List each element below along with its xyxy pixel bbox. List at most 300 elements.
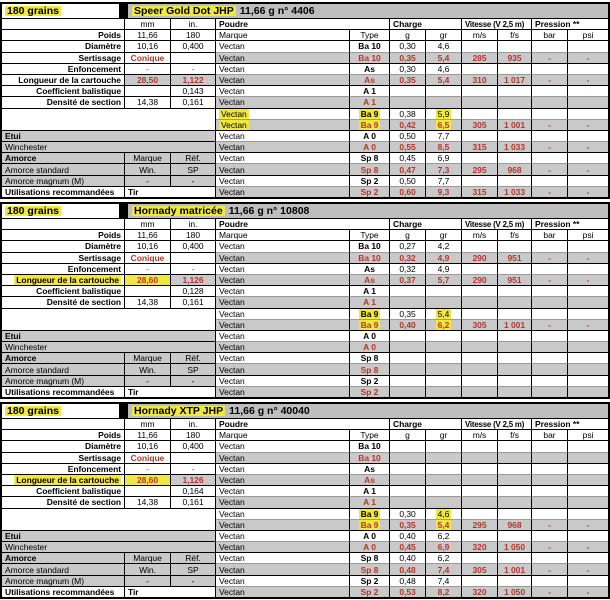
powder-row-min [2,463,608,474]
velocity-ms [462,130,498,141]
col-header-marque: Marque [216,429,350,440]
utilisation-value: Tir [125,386,216,397]
spec-longueur-mm: 28,60 [125,274,171,285]
velocity-fs [498,386,532,397]
spec-longueur-in: 1,126 [171,474,216,485]
col-header-fs: f/s [498,29,532,40]
charge-g [390,440,426,451]
charge-gr: 7,4 [426,563,462,574]
charge-g [390,474,426,485]
pressure-psi: - [568,319,608,330]
charge-gr: 6,2 [426,552,462,563]
charge-g [390,341,426,352]
velocity-ms [462,485,498,496]
col-header-gr: gr [426,229,462,240]
velocity-ms [462,386,498,397]
velocity-fs: 1 050 [498,586,532,597]
grains-badge: 180 grains [7,5,59,17]
pressure-bar: - [532,252,568,263]
charge-g: 0,40 [390,530,426,541]
charge-gr-highlight: 4,6 [437,508,450,519]
powder-type: A 0 [350,530,390,541]
spec-label-enfoncement: Enfoncement [2,63,125,74]
velocity-fs: 1 001 [498,119,532,130]
powder-row-min [2,352,608,363]
powder-row-max [2,163,608,174]
col-header-type: Type [350,429,390,440]
powder-marque: Vectan [216,352,350,363]
charge-g [390,375,426,386]
powder-marque: Vectan [216,74,350,85]
pressure-bar: - [532,563,568,574]
velocity-fs [498,352,532,363]
velocity-ms [462,296,498,307]
amorce-ref-header: Réf. [171,352,216,363]
charge-g: 0,27 [390,240,426,251]
velocity-ms: 290 [462,274,498,285]
powder-row-min [2,552,608,563]
spec-densite-mm: 14,38 [125,496,171,507]
pressure-bar: - [532,52,568,63]
header-row-units [2,18,608,29]
velocity-fs [498,130,532,141]
velocity-fs [498,175,532,186]
utilisations-label: Utilisations recommandées [2,186,125,197]
velocity-fs [498,96,532,107]
charge-gr: 6,9 [426,152,462,163]
charge-gr [426,96,462,107]
col-header-bar: bar [532,29,568,40]
col-header-ms: m/s [462,429,498,440]
charge-g: 0,30 [390,63,426,74]
velocity-fs [498,330,532,341]
velocity-ms [462,452,498,463]
col-header-mm: mm [125,218,171,229]
powder-marque: Vectan [216,485,350,496]
charge-gr-highlight: 5,4 [437,308,450,319]
powder-row-min [2,308,608,319]
powder-type-highlight: Ba 9 [360,319,379,330]
spec-poids-mm: 11,66 [125,229,171,240]
charge-gr [426,319,462,330]
pressure-bar: - [532,586,568,597]
amorce-magnum-marque: - [125,175,171,186]
charge-g: 0,60 [390,186,426,197]
charge-gr-highlight: 5,4 [437,519,450,530]
velocity-ms: 305 [462,119,498,130]
powder-marque: Vectan [216,319,350,330]
powder-type: As [350,63,390,74]
left-blank [2,119,216,130]
left-blank [2,108,216,119]
pressure-psi [568,108,608,119]
powder-marque [216,119,350,130]
powder-type: Sp 2 [350,186,390,197]
title-suffix: 11,66 g n° 10808 [228,205,310,217]
charge-gr: 7,7 [426,175,462,186]
spec-label-densite: Densité de section [2,296,125,307]
powder-marque: Vectan [216,386,350,397]
velocity-fs [498,240,532,251]
velocity-ms: 315 [462,186,498,197]
powder-row-max [2,274,608,285]
pressure-psi [568,440,608,451]
amorce-magnum-ref: - [171,375,216,386]
spec-poids-in: 180 [171,429,216,440]
etui-header: Etui [2,130,216,141]
powder-marque: Vectan [216,530,350,541]
pressure-psi [568,240,608,251]
charge-gr: 4,2 [426,240,462,251]
col-header-mm: mm [125,18,171,29]
col-header-in: in. [171,218,216,229]
pressure-psi [568,386,608,397]
charge-g [390,386,426,397]
table-title-bar [2,4,608,18]
spec-label-diametre: Diamètre [2,440,125,451]
charge-gr: 8,2 [426,586,462,597]
pressure-psi [568,352,608,363]
charge-g: 0,35 [390,519,426,530]
powder-row-min [2,240,608,251]
pressure-psi: - [568,141,608,152]
powder-row-min [2,263,608,274]
charge-g: 0,35 [390,74,426,85]
velocity-fs [498,474,532,485]
powder-type: Sp 2 [350,175,390,186]
charge-g [390,485,426,496]
charge-g [390,96,426,107]
pressure-bar [532,530,568,541]
powder-type-highlight: Ba 9 [360,519,379,530]
pressure-psi [568,296,608,307]
powder-marque [216,108,350,119]
pressure-psi [568,575,608,586]
pressure-psi [568,375,608,386]
spec-longueur-in: 1,126 [171,274,216,285]
amorce-standard-ref: SP [171,363,216,374]
etui-value: Winchester [2,141,216,152]
velocity-fs [498,530,532,541]
pressure-psi: - [568,186,608,197]
velocity-ms: 320 [462,541,498,552]
pressure-psi [568,152,608,163]
col-header-pression: Pression ** [532,218,608,229]
pressure-psi [568,130,608,141]
velocity-ms [462,474,498,485]
charge-g: 0,47 [390,163,426,174]
pressure-psi [568,508,608,519]
spec-enfoncement-in: - [171,263,216,274]
charge-g [390,296,426,307]
powder-marque: Vectan [216,274,350,285]
velocity-fs [498,341,532,352]
col-header-psi: psi [568,429,608,440]
pressure-bar [532,508,568,519]
velocity-ms: 315 [462,141,498,152]
pressure-bar [532,440,568,451]
spec-poids-in: 180 [171,29,216,40]
velocity-fs [498,440,532,451]
charge-gr: 5,7 [426,274,462,285]
powder-marque: Vectan [216,341,350,352]
pressure-bar [532,341,568,352]
charge-gr: 8,5 [426,141,462,152]
charge-g [390,352,426,363]
velocity-fs: 951 [498,274,532,285]
charge-g: 0,32 [390,252,426,263]
powder-row-min [2,40,608,51]
charge-gr [426,485,462,496]
pressure-bar [532,575,568,586]
col-header-psi: psi [568,29,608,40]
header-row-units [2,418,608,429]
velocity-ms [462,96,498,107]
col-header-type: Type [350,29,390,40]
pressure-bar [532,96,568,107]
powder-type [350,519,390,530]
charge-gr [426,508,462,519]
velocity-fs [498,575,532,586]
charge-gr [426,352,462,363]
pressure-psi [568,63,608,74]
charge-g: 0,42 [390,119,426,130]
powder-marque: Vectan [216,63,350,74]
velocity-fs [498,85,532,96]
pressure-psi [568,175,608,186]
col-header-ms: m/s [462,29,498,40]
bullet-title [128,4,608,18]
velocity-fs [498,552,532,563]
velocity-ms [462,308,498,319]
powder-type: As [350,474,390,485]
col-header-marque: Marque [216,229,350,240]
powder-row-min [2,508,608,519]
powder-marque: Vectan [216,285,350,296]
amorce-standard-ref: SP [171,163,216,174]
load-table [0,402,610,599]
spec-enfoncement-in: - [171,463,216,474]
charge-g: 0,40 [390,552,426,563]
col-header-marque: Marque [216,29,350,40]
velocity-ms [462,363,498,374]
pressure-psi: - [568,52,608,63]
pressure-bar: - [532,186,568,197]
header-row-units [2,218,608,229]
spec-coefficient-mm [125,285,171,296]
left-blank [2,519,216,530]
spec-label-densite: Densité de section [2,96,125,107]
powder-type: Sp 8 [350,563,390,574]
velocity-ms: 310 [462,74,498,85]
velocity-fs: 1 050 [498,541,532,552]
powder-marque: Vectan [216,240,350,251]
velocity-fs [498,363,532,374]
powder-type: A 1 [350,285,390,296]
title-suffix: 11,66 g n° 4406 [239,5,315,17]
amorce-standard-ref: SP [171,563,216,574]
col-header-mm: mm [125,418,171,429]
powder-type-highlight: Ba 9 [360,308,379,319]
grains-badge: 180 grains [7,405,59,417]
charge-gr: 7,4 [426,575,462,586]
powder-marque: Vectan [216,474,350,485]
spec-poids-in: 180 [171,229,216,240]
bullet-title [128,404,608,418]
pressure-psi: - [568,541,608,552]
powder-type [350,108,390,119]
spec-label-longueur-highlight: Longueur de la cartouche [16,475,119,486]
amorce-marque-header: Marque [125,152,171,163]
charge-gr [426,496,462,507]
amorce-standard-label: Amorce standard [2,563,125,574]
pressure-bar: - [532,541,568,552]
charge-gr [426,440,462,451]
charge-g: 0,55 [390,141,426,152]
spec-label-sertissage: Sertissage [2,252,125,263]
velocity-fs [498,63,532,74]
powder-row-min [2,175,608,186]
pressure-bar [532,63,568,74]
col-header-charge: Charge [390,418,462,429]
amorce-standard-marque: Win. [125,163,171,174]
powder-row-max [2,496,608,507]
pressure-bar [532,352,568,363]
amorce-magnum-ref: - [171,575,216,586]
velocity-fs [498,463,532,474]
powder-marque-highlight: Vectan [221,108,247,119]
pressure-psi: - [568,563,608,574]
charge-gr: 5,4 [426,74,462,85]
powder-row-min [2,330,608,341]
velocity-fs: 935 [498,52,532,63]
etui-value: Winchester [2,541,216,552]
spec-poids-mm: 11,66 [125,429,171,440]
col-header-fs: f/s [498,229,532,240]
pressure-psi: - [568,519,608,530]
col-header-in: in. [171,418,216,429]
pressure-bar [532,386,568,397]
pressure-bar [532,285,568,296]
amorce-magnum-label: Amorce magnum (M) [2,175,125,186]
powder-marque: Vectan [216,130,350,141]
spec-diametre-in: 0,400 [171,240,216,251]
powder-marque: Vectan [216,519,350,530]
pressure-bar [532,175,568,186]
corner-blank [2,18,125,29]
pressure-psi: - [568,119,608,130]
pressure-bar: - [532,163,568,174]
velocity-ms [462,575,498,586]
bullet-title [128,204,608,218]
powder-marque: Vectan [216,586,350,597]
amorce-standard-marque: Win. [125,363,171,374]
amorce-ref-header: Réf. [171,552,216,563]
spec-enfoncement-mm: - [125,63,171,74]
pressure-psi [568,496,608,507]
spec-label-poids: Poids [2,429,125,440]
velocity-fs: 1 001 [498,563,532,574]
powder-marque: Vectan [216,263,350,274]
pressure-psi [568,85,608,96]
col-header-gr: gr [426,429,462,440]
grains-badge: 180 grains [7,205,59,217]
pressure-bar: - [532,74,568,85]
header-row-cols [2,29,608,40]
amorce-magnum-marque: - [125,575,171,586]
amorce-standard-label: Amorce standard [2,363,125,374]
col-header-type: Type [350,229,390,240]
powder-type: A 0 [350,330,390,341]
charge-g: 0,35 [390,52,426,63]
velocity-fs: 1 017 [498,74,532,85]
col-header-bar: bar [532,229,568,240]
charge-gr: 9,3 [426,186,462,197]
pressure-bar [532,474,568,485]
spec-sertissage-in [171,52,216,63]
utilisations-label: Utilisations recommandées [2,386,125,397]
charge-g [390,452,426,463]
pressure-psi [568,452,608,463]
charge-gr [426,285,462,296]
spec-diametre-mm: 10,16 [125,40,171,51]
amorce-header: Amorce [2,552,125,563]
spec-densite-in: 0,161 [171,496,216,507]
powder-row-max [2,319,608,330]
powder-row-max [2,474,608,485]
powder-row-min [2,440,608,451]
velocity-fs [498,508,532,519]
amorce-magnum-label: Amorce magnum (M) [2,575,125,586]
powder-row-min [2,85,608,96]
charge-gr [426,363,462,374]
left-blank [2,508,216,519]
col-header-poudre: Poudre [216,218,390,229]
velocity-fs [498,496,532,507]
spec-diametre-mm: 10,16 [125,440,171,451]
powder-type-highlight: Ba 9 [360,108,379,119]
spec-sertissage-mm: Conique [125,52,171,63]
pressure-bar: - [532,119,568,130]
charge-gr [426,85,462,96]
charge-g: 0,35 [390,308,426,319]
velocity-ms [462,552,498,563]
charge-g [390,496,426,507]
charge-g [390,463,426,474]
powder-type: As [350,74,390,85]
charge-g [390,85,426,96]
spec-longueur-mm: 28,60 [125,474,171,485]
spec-label-coefficient: Coefficient balistique [2,285,125,296]
pressure-psi [568,485,608,496]
pressure-psi: - [568,252,608,263]
pressure-psi [568,530,608,541]
corner-blank [2,418,125,429]
spec-label-densite: Densité de section [2,496,125,507]
grains-cell [2,204,119,218]
powder-marque: Vectan [216,496,350,507]
spec-enfoncement-in: - [171,63,216,74]
spec-label-poids: Poids [2,229,125,240]
velocity-ms: 305 [462,563,498,574]
velocity-ms [462,152,498,163]
powder-marque: Vectan [216,186,350,197]
charge-gr: 4,9 [426,263,462,274]
powder-type: A 1 [350,296,390,307]
pressure-psi [568,285,608,296]
spec-coefficient-mm [125,485,171,496]
pressure-bar [532,296,568,307]
